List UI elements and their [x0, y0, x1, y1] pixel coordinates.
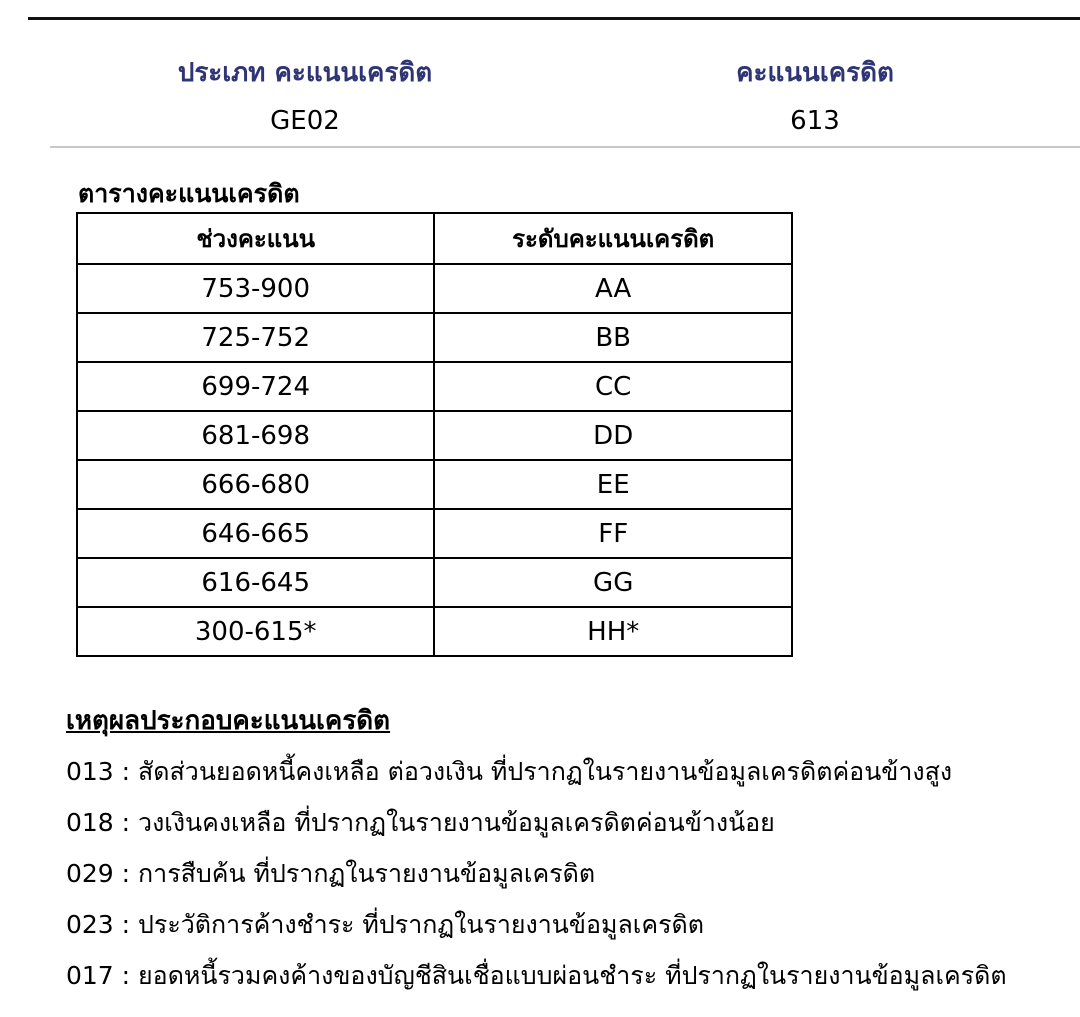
score-range-cell: 646-665 [77, 509, 434, 558]
score-range-column-header: ช่วงคะแนน [77, 213, 434, 264]
score-range-cell: 753-900 [77, 264, 434, 313]
score-table [76, 212, 793, 657]
table-row [77, 264, 792, 313]
score-range-cell: 725-752 [77, 313, 434, 362]
score-range-cell: 300-615* [77, 607, 434, 656]
reasons-list [66, 750, 1076, 1005]
score-range-cell: 666-680 [77, 460, 434, 509]
table-row [77, 411, 792, 460]
score-table-header-row [77, 213, 792, 264]
credit-score-header: คะแนนเครดิต [736, 58, 894, 88]
score-grade-cell: DD [434, 411, 792, 460]
score-grade-cell: BB [434, 313, 792, 362]
credit-score-value: 613 [790, 106, 840, 136]
list-item: 023 : ประวัติการค้างชำระ ที่ปรากฏในรายงานข้อมูลเครดิต [66, 910, 704, 939]
list-item: 013 : สัดส่วนยอดหนี้คงเหลือ ต่อวงเงิน ที่ปรากฏในรายงานข้อมูลเครดิตค่อนข้างสูง [66, 757, 953, 786]
summary-divider [50, 146, 1080, 148]
top-rule [28, 17, 1080, 20]
score-table-title: ตารางคะแนนเครดิต [78, 179, 300, 208]
score-range-cell: 616-645 [77, 558, 434, 607]
score-grade-cell: EE [434, 460, 792, 509]
table-row [77, 509, 792, 558]
reasons-title: เหตุผลประกอบคะแนนเครดิต [66, 706, 391, 736]
score-grade-column-header: ระดับคะแนนเครดิต [434, 213, 792, 264]
score-grade-cell: AA [434, 264, 792, 313]
score-grade-cell: HH* [434, 607, 792, 656]
list-item: 029 : การสืบค้น ที่ปรากฏในรายงานข้อมูลเครดิต [66, 859, 596, 888]
list-item: 017 : ยอดหนี้รวมคงค้างของบัญชีสินเชื่อแบบผ่อนชำระ ที่ปรากฏในรายงานข้อมูลเครดิต [66, 961, 1007, 990]
table-row [77, 362, 792, 411]
score-range-cell: 681-698 [77, 411, 434, 460]
score-range-cell: 699-724 [77, 362, 434, 411]
score-grade-cell: FF [434, 509, 792, 558]
score-grade-cell: CC [434, 362, 792, 411]
score-grade-cell: GG [434, 558, 792, 607]
table-row [77, 607, 792, 656]
credit-type-header: ประเภท คะแนนเครดิต [177, 58, 433, 88]
table-row [77, 558, 792, 607]
table-row [77, 460, 792, 509]
list-item: 018 : วงเงินคงเหลือ ที่ปรากฏในรายงานข้อมูลเครดิตค่อนข้างน้อย [66, 808, 775, 837]
table-row [77, 313, 792, 362]
credit-type-value: GE02 [270, 106, 340, 136]
